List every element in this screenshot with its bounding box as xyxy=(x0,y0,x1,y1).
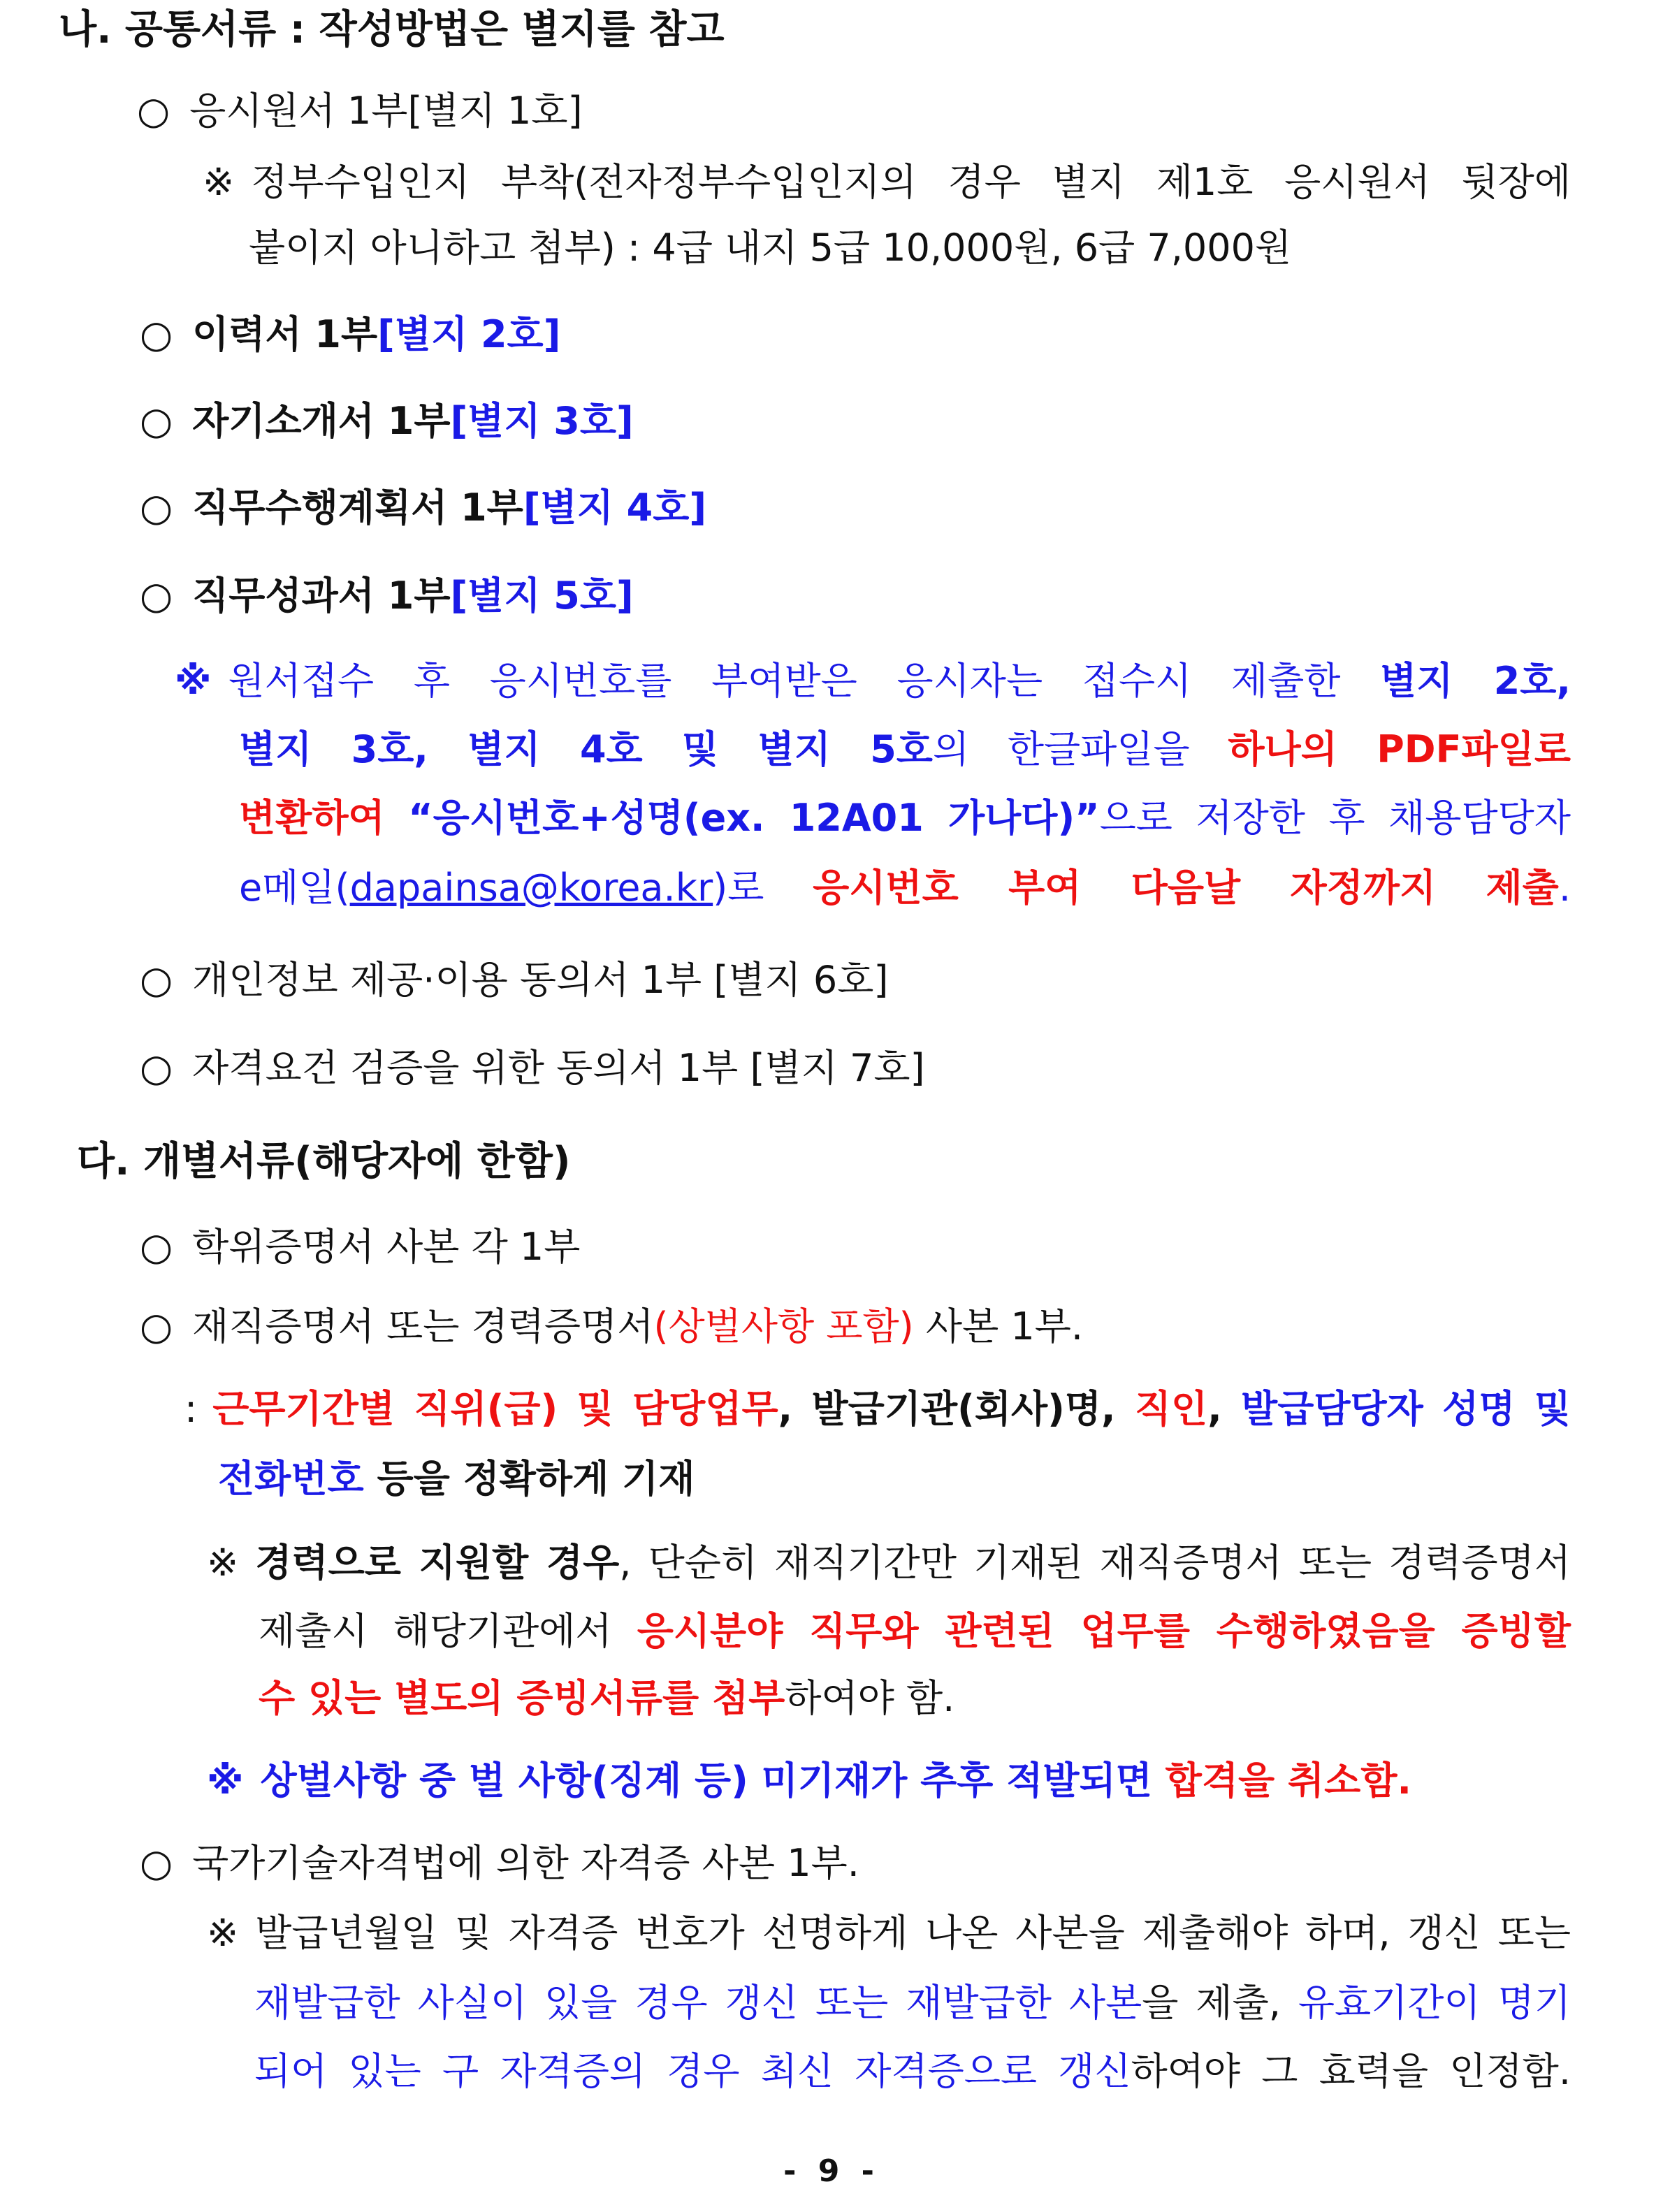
license-note-text: 을 제출, xyxy=(1142,1981,1281,2025)
employment-detail-line2 xyxy=(218,1456,695,1502)
license-note-emphasis: 되어 있는 구 자격증의 경우 최신 자격증으로 갱신 xyxy=(254,2049,1131,2093)
license-note-line1 xyxy=(207,1910,1571,1956)
pdf-note-text: )로 xyxy=(713,866,764,910)
form-reference: [별지 3호] xyxy=(450,399,634,443)
pdf-note-text: 원서접수 후 응시번호를 부여받은 응시자는 접수시 제출한 xyxy=(228,659,1341,703)
discipline-note xyxy=(207,1758,1411,1804)
stamp-note-text: 정부수입인지 부착(전자정부수입인지의 경우 별지 제1호 응시원서 뒷장에 xyxy=(251,160,1571,204)
item-resume xyxy=(140,312,560,358)
pdf-note-text: 의 한글파일을 xyxy=(932,727,1190,771)
item-license-copy xyxy=(140,1840,859,1886)
career-note-emphasis: 경력으로 지원할 경우 xyxy=(255,1541,620,1585)
detail-text: , 발급기관(회사)명, xyxy=(778,1387,1135,1431)
reference-mark: ※ xyxy=(203,160,235,204)
pdf-note-line2 xyxy=(239,727,1571,773)
license-note-line2 xyxy=(254,1980,1571,2026)
circle-bullet: ○ xyxy=(140,958,173,1002)
item-verification-consent xyxy=(140,1045,925,1091)
circle-bullet: ○ xyxy=(140,1304,173,1348)
item-text: 재직증명서 또는 경력증명서 xyxy=(192,1304,654,1348)
reference-mark: ※ xyxy=(207,1541,239,1585)
circle-bullet: ○ xyxy=(140,1225,173,1269)
stamp-note-line2: 붙이지 아니하고 첨부) : 4급 내지 5급 10,000원, 6급 7,000원 xyxy=(249,226,1292,270)
item-text: 응시원서 1부[별지 1호] xyxy=(189,89,583,133)
item-degree-certificate xyxy=(140,1224,580,1270)
pdf-note-filename: “응시번호+성명(ex. 12A01 가나다)” xyxy=(408,796,1100,840)
item-text: 자격요건 검증을 위한 동의서 1부 [별지 7호] xyxy=(192,1046,925,1090)
item-text: 사본 1부. xyxy=(913,1304,1084,1348)
item-privacy-consent xyxy=(140,957,888,1003)
career-note-line1 xyxy=(207,1540,1571,1586)
discipline-note-highlight: 합격을 취소함. xyxy=(1165,1759,1412,1803)
page-number: - 9 - xyxy=(783,2153,880,2189)
career-note-text: 제출시 해당기관에서 xyxy=(259,1609,612,1653)
pdf-note-emphasis: 별지 2호, xyxy=(1380,659,1571,703)
detail-text: 등을 정확하게 기재 xyxy=(363,1457,695,1501)
pdf-note-emphasis: 별지 3호, 별지 4호 및 별지 5호 xyxy=(239,727,933,771)
career-note-highlight: 응시분야 직무와 관련된 업무를 수행하였음을 증빙할 xyxy=(637,1609,1571,1653)
item-text: 직무수행계획서 1부 xyxy=(192,486,523,530)
career-note-line2 xyxy=(259,1608,1571,1654)
license-note-emphasis: 유효기간이 명기 xyxy=(1298,1981,1571,2025)
item-self-intro xyxy=(140,398,634,444)
reference-mark: ※ xyxy=(175,659,212,703)
employment-detail-line1 xyxy=(184,1386,1571,1432)
form-reference: [별지 5호] xyxy=(450,574,634,618)
license-note-text: 하여야 그 효력을 인정함. xyxy=(1131,2049,1571,2093)
reference-mark: ※ xyxy=(207,1911,239,1955)
circle-bullet: ○ xyxy=(140,312,173,356)
detail-highlight: 근무기간별 직위(급) 및 담당업무 xyxy=(212,1387,778,1431)
reference-mark: ※ xyxy=(207,1759,244,1803)
detail-emphasis: 전화번호 xyxy=(218,1457,364,1501)
detail-emphasis: 발급담당자 성명 및 xyxy=(1241,1387,1571,1431)
discipline-note-text: 상벌사항 중 벌 사항(징계 등) 미기재가 추후 적발되면 xyxy=(260,1759,1152,1803)
item-text: 개인정보 제공·이용 동의서 1부 [별지 6호] xyxy=(192,958,889,1002)
detail-highlight: 직인 xyxy=(1134,1387,1208,1431)
career-note-highlight: 수 있는 별도의 증빙서류를 첨부 xyxy=(259,1676,785,1720)
career-note-text: 하여야 함. xyxy=(785,1676,955,1720)
stamp-note-line1 xyxy=(203,159,1571,205)
section-da-title: 다. 개별서류(해당자에 한함) xyxy=(77,1139,571,1184)
circle-bullet: ○ xyxy=(137,89,170,133)
pdf-note-text: 으로 저장한 후 채용담당자 xyxy=(1099,796,1571,840)
item-employment-certificate xyxy=(140,1304,1083,1350)
section-na-title: 나. 공통서류 : 작성방법은 별지를 참고 xyxy=(59,7,725,52)
pdf-note-text: . xyxy=(1558,866,1571,910)
career-note-text: , 단순히 재직기간만 기재된 재직증명서 또는 경력증명서 xyxy=(619,1541,1571,1585)
pdf-note-line3 xyxy=(239,795,1571,841)
item-text: 직무성과서 1부 xyxy=(192,574,451,618)
item-application-form xyxy=(137,88,583,134)
item-highlight: (상벌사항 포함) xyxy=(653,1304,914,1348)
item-text: 학위증명서 사본 각 1부 xyxy=(192,1225,581,1269)
item-text: 자기소개서 1부 xyxy=(192,399,451,443)
item-text: 이력서 1부 xyxy=(192,312,378,356)
item-job-plan xyxy=(140,485,706,531)
license-note-text: 발급년월일 및 자격증 번호가 선명하게 나온 사본을 제출해야 하며, 갱신 또는 xyxy=(255,1911,1571,1955)
circle-bullet: ○ xyxy=(140,574,173,618)
item-text: 국가기술자격법에 의한 자격증 사본 1부. xyxy=(192,1841,859,1885)
email-link[interactable]: dapainsa@korea.kr xyxy=(349,866,713,910)
circle-bullet: ○ xyxy=(140,486,173,530)
detail-text: , xyxy=(1207,1387,1242,1431)
pdf-note-highlight: 하나의 PDF파일로 xyxy=(1228,727,1571,771)
pdf-note-highlight: 변환하여 xyxy=(239,796,385,840)
pdf-note-deadline: 응시번호 부여 다음날 자정까지 제출 xyxy=(813,866,1559,910)
pdf-note-line4 xyxy=(239,865,1571,911)
pdf-note-line1 xyxy=(175,658,1571,704)
circle-bullet: ○ xyxy=(140,399,173,443)
license-note-emphasis: 재발급한 사실이 있을 경우 갱신 또는 재발급한 사본 xyxy=(254,1981,1142,2025)
detail-colon: : xyxy=(184,1387,198,1431)
pdf-note-text: e메일( xyxy=(239,866,350,910)
license-note-line3 xyxy=(254,2049,1571,2095)
form-reference: [별지 2호] xyxy=(377,312,561,356)
item-job-performance xyxy=(140,573,634,619)
circle-bullet: ○ xyxy=(140,1841,173,1885)
career-note-line3 xyxy=(259,1675,954,1722)
circle-bullet: ○ xyxy=(140,1046,173,1090)
form-reference: [별지 4호] xyxy=(523,486,707,530)
